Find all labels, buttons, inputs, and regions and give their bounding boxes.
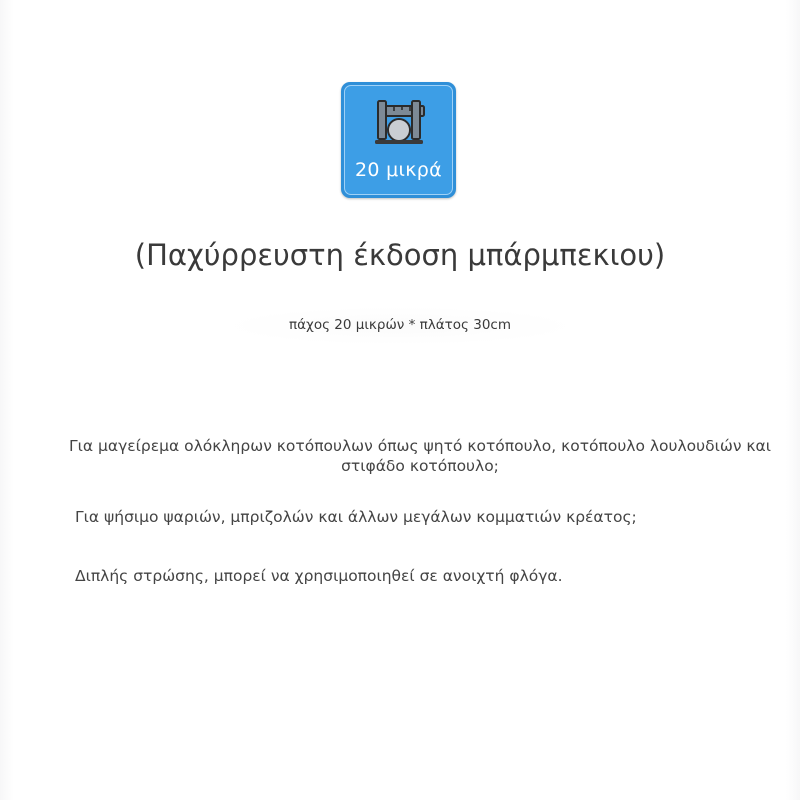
measuring-caliper-icon — [374, 100, 428, 146]
thickness-badge-inner — [344, 85, 453, 195]
product-title: (Παχύρρευστη έκδοση μπάρμπεκιου) — [134, 238, 666, 272]
feature-item: Για μαγείρεμα ολόκληρων κοτόπουλων όπως ψητό κοτόπουλο, κοτόπουλο λουλουδιών και στιφάδο κοτόπουλο; — [68, 437, 772, 475]
feature-item: Για ψήσιμο ψαριών, μπριζολών και άλλων μεγάλων κομματιών κρέατος; — [75, 508, 637, 526]
thickness-badge — [341, 82, 456, 198]
product-dimensions: πάχος 20 μικρών * πλάτος 30cm — [289, 317, 511, 333]
feature-item: Διπλής στρώσης, μπορεί να χρησιμοποιηθεί σε ανοιχτή φλόγα. — [75, 567, 563, 585]
thickness-badge-label: 20 μικρά — [355, 159, 442, 181]
